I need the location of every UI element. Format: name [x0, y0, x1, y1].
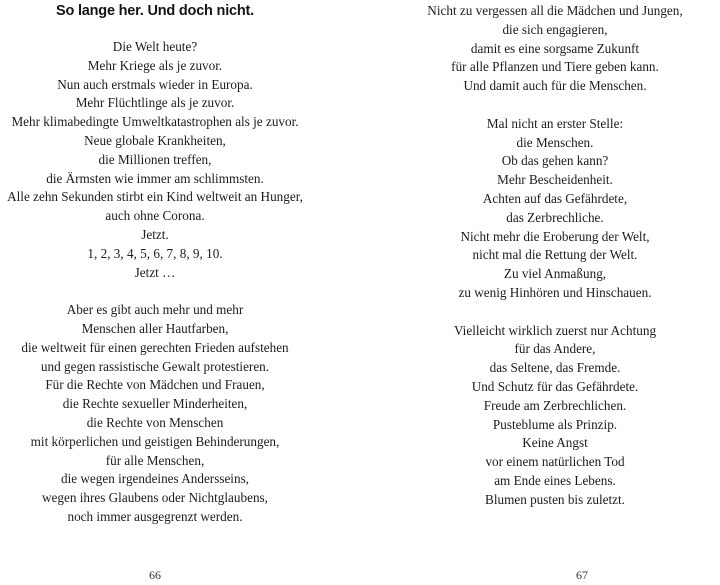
poem-line: für das Andere,	[514, 341, 596, 357]
poem-line: Vielleicht wirklich zuerst nur Achtung	[453, 322, 657, 338]
poem-line: die Menschen.	[516, 134, 594, 150]
poem-line: Jetzt.	[141, 226, 169, 242]
poem-line: Ob das gehen kann?	[501, 153, 609, 169]
poem-line: damit es eine sorgsame Zukunft	[470, 40, 640, 56]
poem-line: das Zerbrechliche.	[506, 209, 604, 225]
poem-line: für alle Pflanzen und Tiere geben kann.	[451, 59, 659, 75]
poem-line: die Millionen treffen,	[98, 151, 212, 167]
poem-line: Mal nicht an erster Stelle:	[486, 115, 624, 131]
poem-line: die wegen irgendeines Andersseins,	[61, 471, 249, 487]
stanza	[400, 115, 710, 303]
stanza	[0, 38, 310, 282]
poem-line: wegen ihres Glaubens oder Nichtglaubens,	[42, 490, 268, 506]
poem-line: Nicht mehr die Eroberung der Welt,	[460, 228, 650, 244]
poem-line: vor einem natürlichen Tod	[485, 454, 625, 470]
stanza	[0, 301, 310, 527]
poem-line: Keine Angst	[522, 435, 588, 451]
stanza	[400, 2, 710, 96]
poem-title: So lange her. Und doch nicht.	[55, 3, 255, 19]
poem-line: Nicht zu vergessen all die Mädchen und Jungen,	[427, 3, 683, 18]
poem-line: Mehr Bescheidenheit.	[497, 172, 613, 188]
poem-line: Die Welt heute?	[112, 39, 198, 54]
poem-line: Menschen aller Hautfarben,	[81, 320, 229, 336]
poem-line: Aber es gibt auch mehr und mehr	[66, 302, 244, 318]
poem-line: das Seltene, das Fremde.	[489, 360, 621, 376]
poem-line: die Rechte von Menschen	[86, 414, 224, 430]
poem-line: 1, 2, 3, 4, 5, 6, 7, 8, 9, 10.	[87, 245, 223, 261]
page-number: 66	[149, 568, 161, 582]
right-poem-body	[400, 2, 710, 528]
poem-line: Und Schutz für das Gefährdete.	[471, 378, 639, 394]
poem-line: zu wenig Hinhören und Hinschauen.	[458, 284, 652, 300]
poem-line: Blumen pusten bis zuletzt.	[485, 491, 625, 507]
poem-line: die Ärmsten wie immer am schlimmsten.	[46, 170, 264, 186]
page-number: 67	[576, 568, 588, 582]
poem-line: die Rechte sexueller Minderheiten,	[62, 396, 248, 412]
poem-line: Und damit auch für die Menschen.	[463, 78, 647, 94]
poem-line: Für die Rechte von Mädchen und Frauen,	[45, 377, 265, 393]
poem-line: mit körperlichen und geistigen Behinderungen,	[30, 433, 280, 449]
poem-line: Nun auch erstmals wieder in Europa.	[57, 76, 253, 92]
poem-line: am Ende eines Lebens.	[494, 472, 616, 488]
poem-line: Neue globale Krankheiten,	[84, 132, 226, 148]
poem-line: Mehr klimabedingte Umweltkatastrophen als je zuvor.	[11, 114, 299, 130]
poem-line: noch immer ausgegrenzt werden.	[67, 508, 243, 524]
poem-line: nicht mal die Rettung der Welt.	[472, 247, 638, 263]
poem-line: Achten auf das Gefährdete,	[482, 190, 628, 206]
poem-line: Mehr Kriege als je zuvor.	[87, 57, 223, 73]
poem-line: auch ohne Corona.	[105, 208, 205, 224]
left-poem-body	[0, 38, 310, 546]
poem-line: Alle zehn Sekunden stirbt ein Kind weltweit an Hunger,	[7, 189, 303, 205]
poem-line: Mehr Flüchtlinge als je zuvor.	[75, 95, 235, 111]
poem-line: Jetzt …	[134, 264, 176, 280]
stanza	[400, 322, 710, 510]
poem-line: für alle Menschen,	[105, 452, 205, 468]
poem-line: Freude am Zerbrechlichen.	[483, 397, 627, 413]
poem-line: und gegen rassistische Gewalt protestieren.	[40, 358, 270, 374]
poem-line: Zu viel Anmaßung,	[503, 266, 607, 282]
poem-line: die sich engagieren,	[502, 21, 608, 37]
poem-line: die weltweit für einen gerechten Frieden aufstehen	[21, 339, 289, 355]
poem-line: Pusteblume als Prinzip.	[492, 416, 618, 432]
